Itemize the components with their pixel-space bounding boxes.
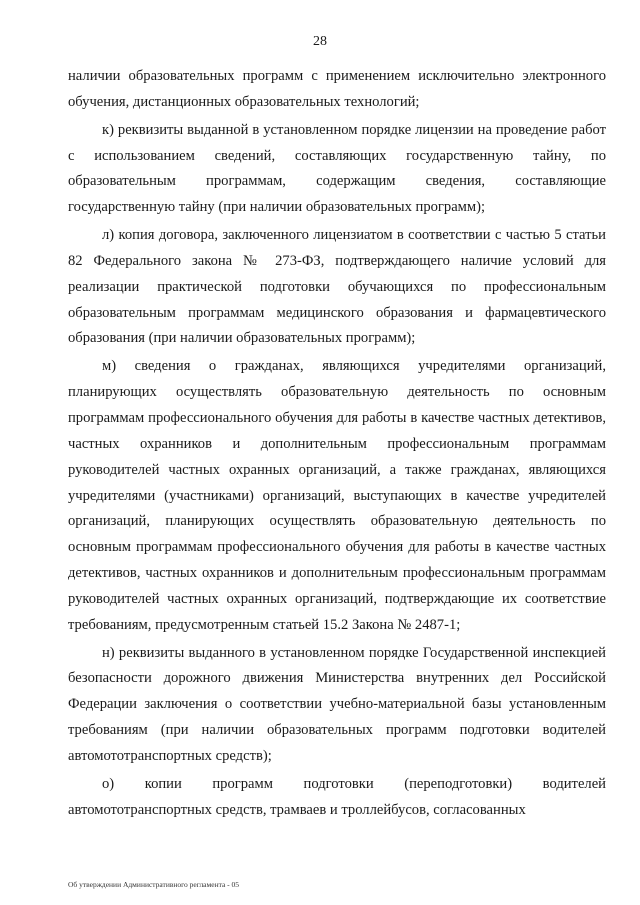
paragraph-k: к) реквизиты выданной в установленном порядке лицензии на проведение работ с использованием сведений, составляющих государственную тайну, по образовательным программам, содержащим сведения, составляющие государственную тайну (при наличии образовательных программ); xyxy=(68,121,606,216)
document-body xyxy=(68,64,606,823)
page-number: 28 xyxy=(313,34,327,49)
paragraph-l: л) копия договора, заключенного лицензиатом в соответствии с частью 5 статьи 82 Федерального закона № 273-ФЗ, подтверждающего наличие условий для реализации практической подготовки обучающихся по профессиональным образовательным программам медицинского образования и фармацевтического образования (при наличии образовательных программ); xyxy=(68,227,606,347)
paragraph-continuation: наличии образовательных программ с применением исключительно электронного обучения, дистанционных образовательных технологий; xyxy=(68,68,606,110)
footer-note: Об утверждении Административного регламента - 05 xyxy=(68,880,240,889)
paragraph-n: н) реквизиты выданного в установленном порядке Государственной инспекцией безопасности дорожного движения Министерства внутренних дел Российской Федерации заключения о соответствии учебно-материальной базы установленным требованиям (при наличии образовательных программ подготовки водителей автомототранспортных средств); xyxy=(68,644,606,764)
paragraph-o: о) копии программ подготовки (переподготовки) водителей автомототранспортных средств, трамваев и троллейбусов, согласованных xyxy=(68,775,606,818)
paragraph-m: м) сведения о гражданах, являющихся учредителями организаций, планирующих осуществлять образовательную деятельность по основным программам профессионального обучения для работы в качестве частных детективов, частных охранников и дополнительным профессиональным программам руководителей частных охранных организаций, а также гражданах, являющихся учредителями (участниками) организаций, выступающих в качестве учредителей организаций, планирующих осуществлять образовательную деятельность по основным программам профессионального обучения для работы в качестве частных детективов, частных охранников и дополнительным профессиональным программам руководителей частных охранных организаций, подтверждающие их соответствие требованиям, предусмотренным статьей 15.2 Закона № 2487-1; xyxy=(68,358,606,633)
